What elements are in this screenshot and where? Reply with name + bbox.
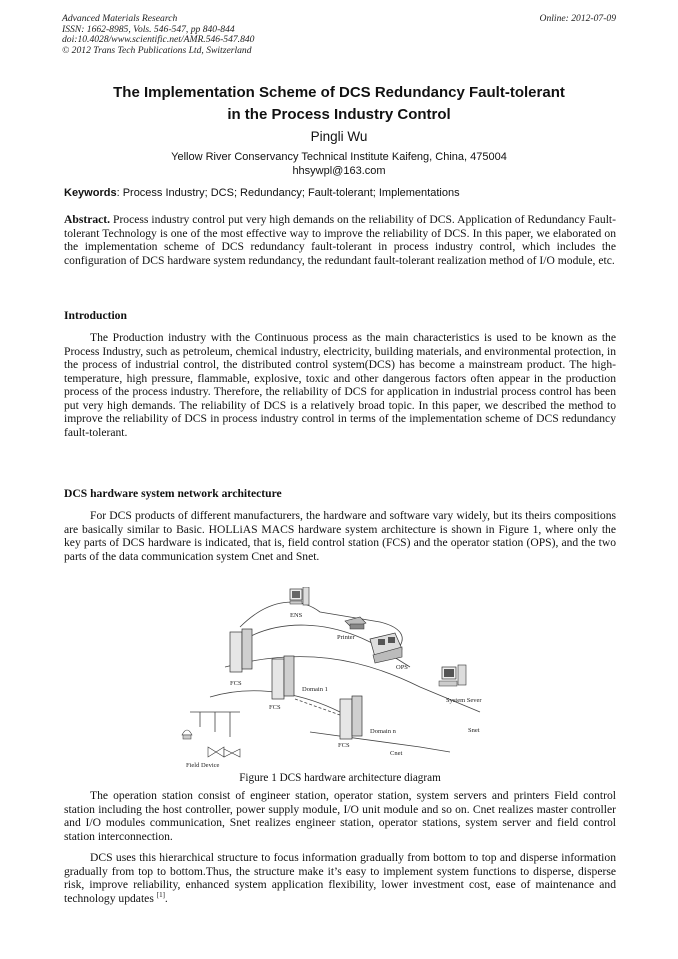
system-server-label: System Sever bbox=[446, 697, 482, 704]
keywords-label: Keywords bbox=[64, 187, 117, 199]
fcs-label-2: FCS bbox=[269, 704, 281, 711]
snet-label: Snet bbox=[468, 727, 480, 734]
title-line-1: The Implementation Scheme of DCS Redundancy Fault-tolerant bbox=[113, 84, 565, 101]
keywords bbox=[64, 186, 616, 200]
fcs-cabinet-3-icon bbox=[340, 696, 362, 739]
fcs-cabinet-1-icon bbox=[230, 629, 252, 672]
copyright-line: © 2012 Trans Tech Publications Ltd, Switzerland bbox=[62, 44, 252, 56]
dcs-architecture-diagram bbox=[180, 587, 500, 770]
field-device-label: Field Device bbox=[186, 762, 220, 769]
online-date: Online: 2012-07-09 bbox=[539, 13, 616, 24]
field-wiring bbox=[190, 712, 240, 737]
ens-computer-icon bbox=[290, 587, 309, 605]
system-server-icon bbox=[439, 665, 466, 686]
hierarchy-end: . bbox=[164, 891, 168, 905]
field-device-icon bbox=[182, 730, 240, 757]
hierarchy-text: DCS uses this hierarchical structure to focus information gradually from bottom to top and disperse information gradually from top to bottom.Thus, the structure make it’s easy to implement system functions to disperse, disperse risk, improve reliability, enhanced system application flexibility, lower investment cost, ease of maintenance and technology updates bbox=[64, 851, 616, 905]
cnet-line-2 bbox=[310, 732, 450, 752]
figure-caption: Figure 1 DCS hardware architecture diagram bbox=[239, 772, 441, 784]
cnet-label: Cnet bbox=[390, 750, 403, 757]
fcs-cabinet-2-icon bbox=[272, 656, 294, 699]
ens-label: ENS bbox=[290, 612, 303, 619]
fcs-label-1: FCS bbox=[230, 680, 242, 687]
journal-name: Advanced Materials Research bbox=[62, 13, 178, 24]
ops-console-icon bbox=[370, 633, 402, 663]
ops-description-paragraph: The operation station consist of engineer station, operator station, system servers and printers Field control station including the host controller, power supply module, I/O unit module and so on. Cnet realizes master controller and I/O modules communication, Snet realizes engineer station, operator stations, system server and field control station interconnection. bbox=[64, 789, 616, 843]
intro-paragraph: The Production industry with the Continuous process as the main characteristics is used to be known as the Process Industry, such as petroleum, chemical industry, electricity, building materials, and environmental protection, in the process of industrial control, the distributed control system(DCS) has become a mainstream product. The high-temperature, high pressure, flammable, explosive, toxic and other dangerous factors often appear in the production process of the process industry. Therefore, the reliability of DCS for application in industrial process control has been put very high demands. The reliability of DCS is a relatively broad topic. In this paper, we described the method to improve the reliability of DCS in process industry control in terms of the implementation scheme of DCS redundancy fault-tolerant. bbox=[64, 331, 616, 439]
journal-header bbox=[62, 14, 254, 56]
domain-1-label: Domain 1 bbox=[302, 686, 328, 693]
domain-n-label: Domain n bbox=[370, 728, 396, 735]
domain-dash-line bbox=[295, 699, 340, 715]
ops-label: OPS bbox=[396, 664, 408, 671]
issn-line: ISSN: 1662-8985, Vols. 546-547, pp 840-844 bbox=[62, 23, 235, 35]
abstract bbox=[64, 213, 616, 267]
doi-line[interactable]: doi:10.4028/www.scientific.net/AMR.546-547.840 bbox=[62, 34, 255, 46]
keywords-text: : Process Industry; DCS; Redundancy; Fault-tolerant; Implementations bbox=[116, 187, 460, 199]
abstract-text: Process industry control put very high demands on the reliability of DCS. Application of Redundancy Fault-tolerant Technology is one of the most effective way to improve the reliability of DCS. In this paper, we elaborated on the implementation scheme of DCS redundancy fault-tolerant in process industry control, which includes the configuration of DCS hardware system redundancy, the redundant fault-tolerant realization method of I/O module, etc. bbox=[64, 213, 616, 267]
hw-heading: DCS hardware system network architecture bbox=[64, 487, 282, 500]
abstract-label: Abstract. bbox=[64, 213, 111, 226]
network-lines bbox=[190, 602, 480, 752]
author-affiliation: Yellow River Conservancy Technical Institute Kaifeng, China, 475004 bbox=[171, 151, 507, 163]
author-email[interactable]: hhsywpl@163.com bbox=[292, 165, 386, 177]
hierarchy-paragraph bbox=[64, 851, 616, 905]
intro-heading: Introduction bbox=[64, 309, 127, 322]
title-line-2: in the Process Industry Control bbox=[227, 106, 451, 123]
author-name: Pingli Wu bbox=[310, 129, 368, 144]
printer-label: Printer bbox=[337, 634, 355, 641]
reference-1[interactable]: [1] bbox=[156, 890, 165, 899]
fcs-label-3: FCS bbox=[338, 742, 350, 749]
hw-paragraph: For DCS products of different manufacturers, the hardware and software vary widely, but its theirs compositions are basically similar to Basic. HOLLiAS MACS hardware system architecture is shown in Figure 1, where only the key parts of DCS hardware is indicated, that is, field control station (FCS) and the operator station (OPS), and the two parts of the data communication system Cnet and Snet. bbox=[64, 509, 616, 563]
paper-title bbox=[40, 82, 638, 126]
